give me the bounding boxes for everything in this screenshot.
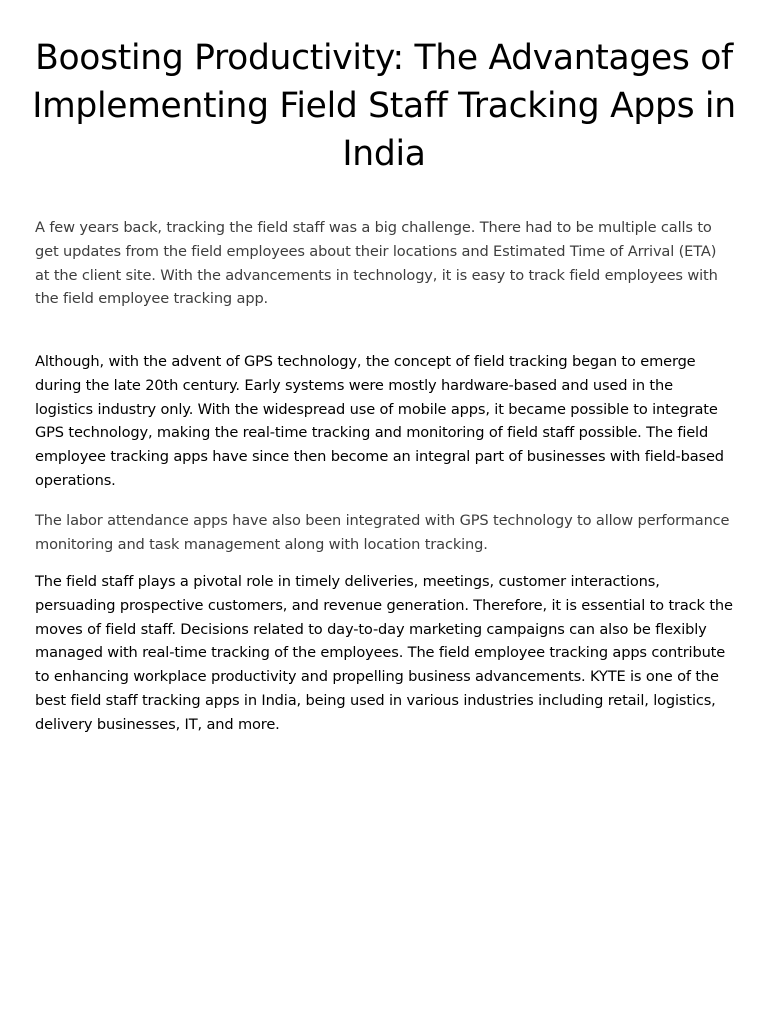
- paragraph-intro: A few years back, tracking the field staff was a big challenge. There had to be multiple calls to get updates from the field employees about their locations and Estimated Time of Arrival (ETA) at the client site. With the advancements in technology, it is easy to track field employees with the field employee tracking app.: [35, 219, 718, 308]
- paragraph-field-staff-role: The field staff plays a pivotal role in timely deliveries, meetings, customer interactions, persuading prospective customers, and revenue generation. Therefore, it is essential to track the moves of field staff. Decisions related to day-to-day marketing campaigns can also be flexibly managed with real-time tracking of the employees. The field employee tracking apps contribute to enhancing workplace productivity and propelling business advancements. KYTE is one of the best field staff tracking apps in India, being used in various industries including retail, logistics, delivery businesses, IT, and more.: [35, 573, 733, 733]
- paragraph-gps-history: Although, with the advent of GPS technology, the concept of field tracking began to emerge during the late 20th century. Early systems were mostly hardware-based and used in the logistics industry only. With the widespread use of mobile apps, it became possible to integrate GPS technology, making the real-time tracking and monitoring of field staff possible. The field employee tracking apps have since then become an integral part of businesses with field-based operations.: [35, 353, 724, 489]
- paragraph-attendance-apps: The labor attendance apps have also been integrated with GPS technology to allow performance monitoring and task management along with location tracking.: [35, 512, 730, 553]
- page-title: Boosting Productivity: The Advantages of Implementing Field Staff Tracking Apps in India: [32, 38, 736, 174]
